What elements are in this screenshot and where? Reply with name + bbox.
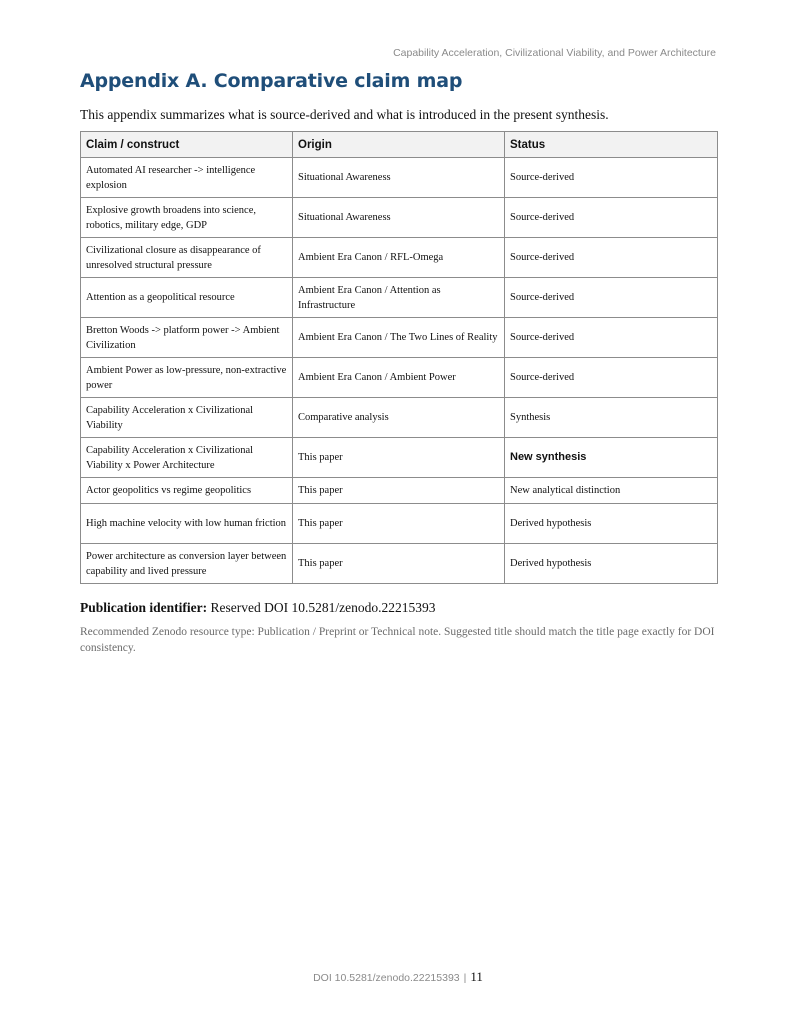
table-row xyxy=(81,158,718,198)
origin-cell: This paper xyxy=(293,504,505,544)
origin-cell: Ambient Era Canon / Attention as Infrastructure xyxy=(293,278,505,318)
table-row xyxy=(81,504,718,544)
publication-identifier-label: Publication identifier: xyxy=(80,600,208,615)
origin-cell: Ambient Era Canon / RFL-Omega xyxy=(293,238,505,278)
page-footer xyxy=(0,968,796,986)
running-header: Capability Acceleration, Civilizational Viability, and Power Architecture xyxy=(393,47,716,59)
section-title: Appendix A. Comparative claim map xyxy=(80,70,463,92)
claim-cell: Bretton Woods -> platform power -> Ambient Civilization xyxy=(81,318,293,358)
claim-cell: Capability Acceleration x Civilizational Viability x Power Architecture xyxy=(81,438,293,478)
table-row xyxy=(81,478,718,504)
claim-cell: Attention as a geopolitical resource xyxy=(81,278,293,318)
table-row xyxy=(81,544,718,584)
claim-cell: Automated AI researcher -> intelligence explosion xyxy=(81,158,293,198)
origin-cell: This paper xyxy=(293,544,505,584)
page-number: 11 xyxy=(470,969,483,984)
column-header-claim: Claim / construct xyxy=(81,132,293,158)
intro-paragraph: This appendix summarizes what is source-derived and what is introduced in the present synthesis. xyxy=(80,107,609,122)
origin-cell: This paper xyxy=(293,438,505,478)
status-cell: Synthesis xyxy=(505,398,718,438)
publication-identifier xyxy=(80,600,435,616)
status-cell: New synthesis xyxy=(505,438,718,478)
origin-cell: Ambient Era Canon / Ambient Power xyxy=(293,358,505,398)
publication-identifier-value: Reserved DOI 10.5281/zenodo.22215393 xyxy=(210,600,436,615)
origin-cell: Comparative analysis xyxy=(293,398,505,438)
claim-map-table xyxy=(80,131,718,584)
claim-cell: Power architecture as conversion layer between capability and lived pressure xyxy=(81,544,293,584)
claim-cell: High machine velocity with low human friction xyxy=(81,504,293,544)
claim-cell: Capability Acceleration x Civilizational Viability xyxy=(81,398,293,438)
claim-cell: Civilizational closure as disappearance of unresolved structural pressure xyxy=(81,238,293,278)
claim-cell: Explosive growth broadens into science, robotics, military edge, GDP xyxy=(81,198,293,238)
status-cell: Source-derived xyxy=(505,318,718,358)
zenodo-note: Recommended Zenodo resource type: Publication / Preprint or Technical note. Suggested title should match the title page exactly for DOI consistency. xyxy=(80,626,715,654)
origin-cell: Ambient Era Canon / The Two Lines of Reality xyxy=(293,318,505,358)
status-cell: Derived hypothesis xyxy=(505,504,718,544)
status-cell: Source-derived xyxy=(505,278,718,318)
table-row xyxy=(81,238,718,278)
table-row xyxy=(81,278,718,318)
table-row xyxy=(81,198,718,238)
claim-cell: Ambient Power as low-pressure, non-extractive power xyxy=(81,358,293,398)
table-row xyxy=(81,358,718,398)
status-cell: Source-derived xyxy=(505,158,718,198)
footer-separator: | xyxy=(463,972,467,984)
status-cell: Derived hypothesis xyxy=(505,544,718,584)
origin-cell: Situational Awareness xyxy=(293,158,505,198)
origin-cell: This paper xyxy=(293,478,505,504)
claim-cell: Actor geopolitics vs regime geopolitics xyxy=(81,478,293,504)
table-row xyxy=(81,398,718,438)
table-header-row xyxy=(81,132,718,158)
status-cell: Source-derived xyxy=(505,198,718,238)
column-header-origin: Origin xyxy=(293,132,505,158)
status-cell: Source-derived xyxy=(505,358,718,398)
status-cell: New analytical distinction xyxy=(505,478,718,504)
table-row xyxy=(81,438,718,478)
origin-cell: Situational Awareness xyxy=(293,198,505,238)
status-cell: Source-derived xyxy=(505,238,718,278)
column-header-status: Status xyxy=(505,132,718,158)
table-row xyxy=(81,318,718,358)
footer-doi: DOI 10.5281/zenodo.22215393 xyxy=(313,972,460,984)
